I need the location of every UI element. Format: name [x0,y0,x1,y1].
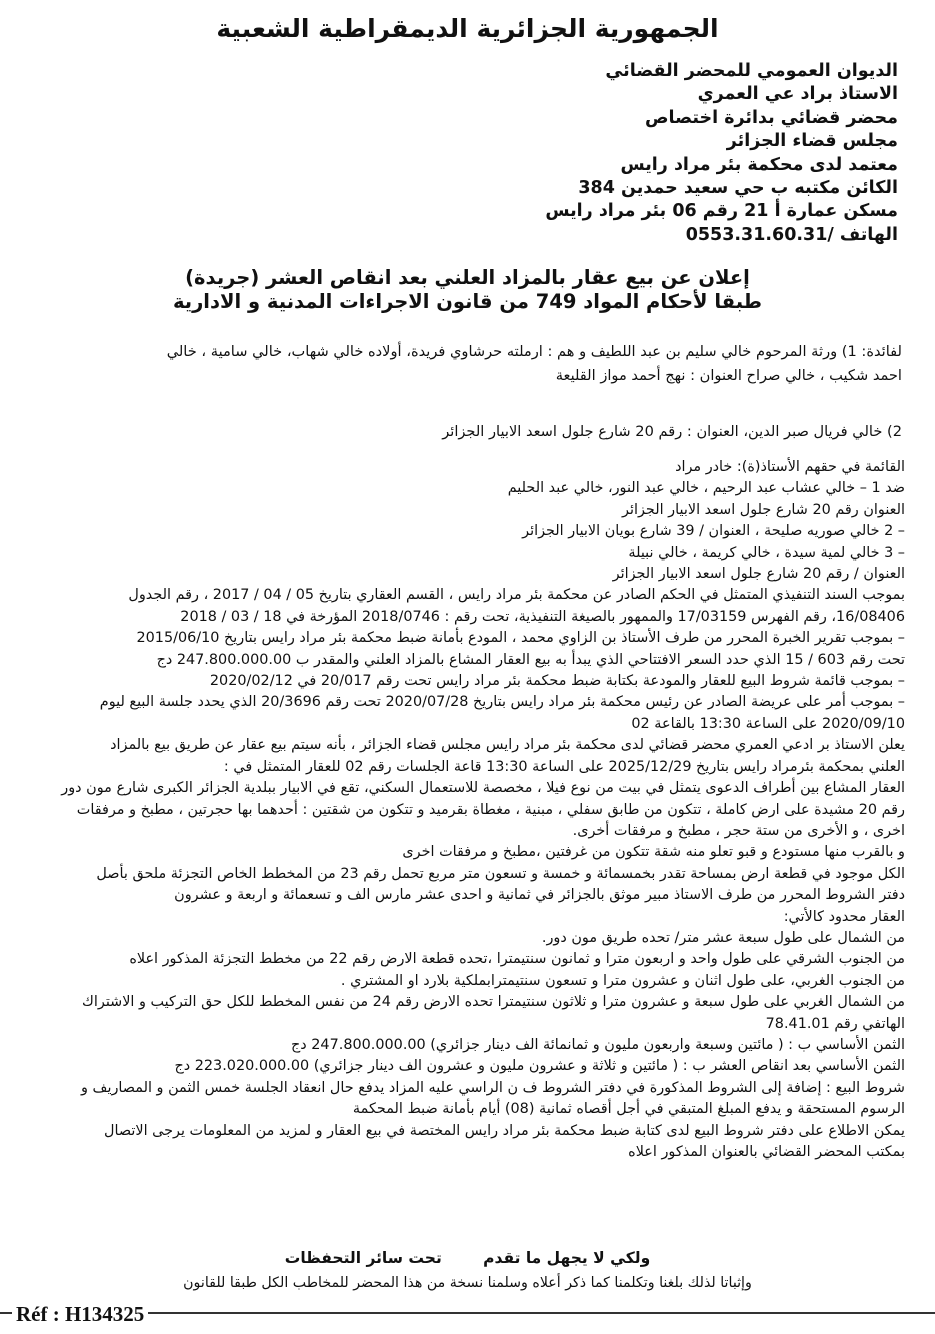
office-line: مسكن عمارة أ 21 رقم 06 بئر مراد رايس [545,201,898,222]
body-line: يمكن الاطلاع على دفتر شروط البيع لدى كتابة ضبط محكمة بئر مراد رايس المختصة في بيع العقار و لمزيد من المعلومات يرجى الاتصال [104,1122,905,1139]
body-line: من الجنوب الشرقي على طول واحد و اربعون مترا و ثمانون سنتيمترا ،تحده قطعة الارض رقم 22 من مخطط التجزئة المذكور اعلاه [129,951,905,968]
body-line: من الجنوب الغربي، على طول اثنان و عشرون مترا و تسعون سنتيمترابملكية بلارد او المشتري . [340,972,905,989]
announcement-heading [0,266,935,314]
beneficiary-2-line: 2) خالي فريال صبر الدين، العنوان : رقم 20 شارع جلول اسعد الابيار الجزائر [442,423,902,440]
office-line: الكائن مكتبه ب حي سعيد حمدين 384 [578,178,898,199]
body-line: – 2 خالي صوريه صليحة ، العنوان / 39 شارع بويان الابيار الجزائر [522,523,905,540]
body-line: 16/08406، رقم الفهرس 17/03159 والممهور بالصيغة التنفيذية، تحت رقم : 2018/0746 المؤرخة في 18 / 03 / 2018 [180,608,905,625]
body-line: العنوان رقم 20 شارع جلول اسعد الابيار الجزائر [622,501,905,518]
body-line: الكل موجود في قطعة ارض بمساحة تقدر بخمسمائة و خمسة و تسعون متر مربع تحمل رقم 23 من المخطط الخاص التجزئة ملحق بأصل [96,865,905,882]
office-line: محضر قضائي بدائرة اختصاص [645,107,898,128]
body-line: تحت رقم 603 / 15 الذي حدد السعر الافتتاحي الذي يبدأ به بيع العقار المشاع بالمزاد العلني والمقدر ب 247.800.000.00 دج [156,651,905,668]
closing-reservations: تحت سائر التحفظات [284,1249,442,1267]
body-line: من الشمال على طول سبعة عشر متر/ تحده طريق مون دور. [541,929,905,946]
body-line: بموجب السند التنفيذي المتمثل في الحكم الصادر عن محكمة بئر مراد رايس ، القسم العقاري بتاريخ 05 / 04 / 2017 ، رقم الجدول [128,587,905,604]
notice-body [18,457,905,1163]
parties-section [30,340,902,444]
body-line: شروط البيع : إضافة إلى الشروط المذكورة في دفتر الشروط ف ن الراسي عليه المزاد يدفع حال انعقاد الجلسة خمس الثمن و المصاريف و [81,1079,905,1096]
closing-proof: وإثباتا لذلك بلغنا وتكلمنا كما ذكر أعلاه وسلمنا نسخة من هذا المحضر للمخاطب الكل طبقا للقانون [183,1275,752,1291]
body-line: – بموجب قائمة شروط البيع للعقار والمودعة بكتابة ضبط محكمة بئر مراد رايس تحت رقم 20/017 في 2020/02/12 [209,673,905,690]
body-line: 2020/09/10 على الساعة 13:30 بالقاعة 02 [631,715,905,732]
beneficiary-1-line: لفائدة: 1) ورثة المرحوم خالي سليم بن عبد اللطيف و هم : ارملته حرشاوي فريدة، أولاده خالي شهاب، خالي سامية ، خالي [166,343,902,360]
office-line: الاستاذ براد عي العمري [697,84,898,105]
body-line: يعلن الاستاذ بر ادعي العمري محضر قضائي لدى محكمة بئر مراد رايس مجلس قضاء الجزائر ، بأنه سيتم بيع عقار عن طريق بيع بالمزاد [110,737,905,754]
reference-number: Réf : H134325 [12,1302,148,1327]
body-line: العنوان / رقم 20 شارع جلول اسعد الابيار الجزائر [612,566,905,583]
body-line: الهاتفي رقم 78.41.01 [765,1015,905,1032]
body-line: الرسوم المستحقة و يدفع المبلغ المتبقي في أجل أقصاه ثمانية (08) أيام بأمانة ضبط المحكمة [352,1101,905,1118]
body-line: اخرى ، و الأخرى من ستة حجر ، مطبخ و مرفقات أخرى. [572,822,905,839]
body-line: – بموجب أمر على عريضة الصادر عن رئيس محكمة بئر مراد رايس بتاريخ 2020/07/28 تحت رقم 20/3696 الذي يحدد جلسة البيع ليوم [99,694,905,711]
body-line: بمكتب المحضر القضائي بالعنوان المذكور اعلاه [628,1144,905,1160]
beneficiary-1-line: احمد شكيب ، خالي صراح العنوان : نهج أحمد مواز القليعة [555,367,902,384]
body-line: الثمن الأساسي ب : ( مائتين وسبعة واربعون مليون و ثمانمائة الف دينار جزائري) 247.800.000.00 دج [291,1036,905,1053]
closing-formula [0,1249,935,1267]
body-line: الثمن الأساسي بعد انقاص العشر ب : ( مائتين و ثلاثة و عشرون مليون و عشرون الف دينار جزائري) 223.020.000.00 دج [174,1058,905,1075]
office-line: مجلس قضاء الجزائر [726,131,898,152]
closing-not-ignorant: ولكي لا يجهل ما تقدم [483,1249,651,1267]
body-line: دفتر الشروط المحرر من طرف الاستاذ مبير موثق بالجزائر في ثمانية و احدى عشر مارس الف و تسعمائة و اربعة و عشرون [174,887,905,904]
announcement-subtitle: طبقا لأحكام المواد 749 من قانون الاجراءات المدنية و الادارية [172,290,763,313]
body-line: العقار المشاع بين أطراف الدعوى يتمثل في بيت من نوع فيلا ، مخصصة للاستعمال السكني، تقع في الابيار ببلدية الجزائر الكبرى شارع مون دور [61,780,905,797]
body-line: – 3 خالي لمية سيدة ، خالي كريمة ، خالي نبيلة [628,544,905,561]
body-line: – بموجب تقرير الخبرة المحرر من طرف الأستاذ بن الزاوي محمد ، المودع بأمانة ضبط محكمة بئر مراد رايس بتاريخ 2015/06/10 [136,630,905,647]
body-line: ضد 1 – خالي عشاب عبد الرحيم ، خالي عبد النور، خالي عبد الحليم [507,480,905,497]
page-title: الجمهورية الجزائرية الديمقراطية الشعبية [216,14,719,43]
office-line: الديوان العمومي للمحضر القضائي [605,61,898,81]
announcement-title: إعلان عن بيع عقار بالمزاد العلني بعد انقاص العشر (جريدة) [185,266,750,289]
office-phone: الهاتف /0553.31.60.31 [685,224,898,245]
body-line: العقار محدود كالأتي: [783,908,905,925]
body-line: من الشمال الغربي على طول سبعة و عشرون مترا و ثلاثون سنتيمترا تحده الارض رقم 24 من نفس المخطط للكل حق التركيب و الاشتراك [82,994,905,1011]
body-line: القائمة في حقهم الأستاذ(ة): خادر مراد [675,459,905,475]
body-line: و بالقرب منها مستودع و قبو تعلو منه شقة تتكون من غرفتين ،مطبخ و مرفقات اخرى [402,844,905,861]
body-line: رقم 20 مشيدة على ارض كاملة ، تتكون من طابق سفلي ، مبنية ، مغطاة بقرميد و تتكون من شقتين : أحدهما بها حجرتين ، مطبخ و مرفقات [76,801,905,818]
office-line: معتمد لدى محكمة بئر مراد رايس [620,154,898,175]
bailiff-office-block [338,60,898,247]
body-line: العلني بمحكمة بئرمراد رايس بتاريخ 2025/12/29 على الساعة 13:30 قاعة الجلسات رقم 02 للعقار المتمثل في : [223,758,905,775]
